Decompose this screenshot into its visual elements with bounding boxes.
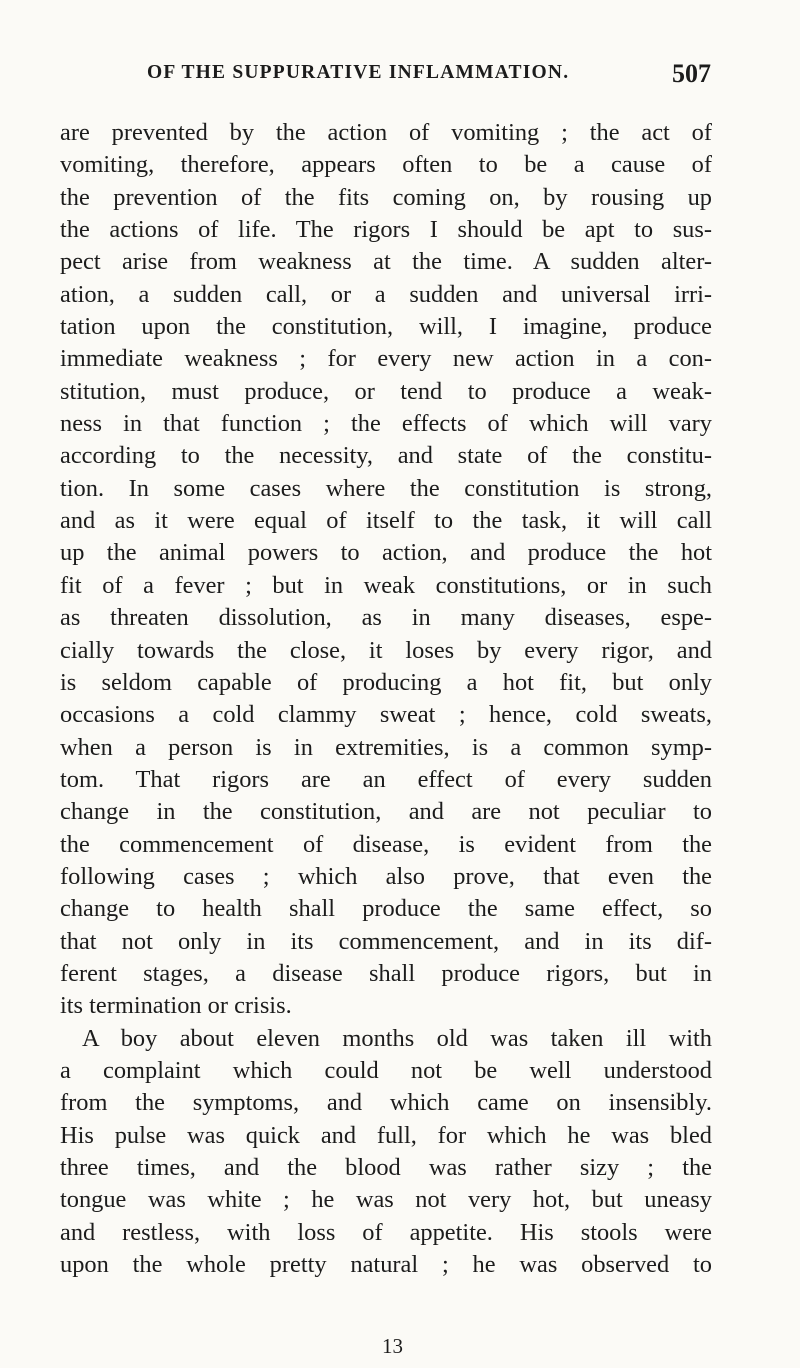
text-line: tom. That rigors are an effect of every sudden xyxy=(60,765,712,793)
text-line: the actions of life. The rigors I should be apt to sus- xyxy=(60,216,712,244)
text-line: and restless, with loss of appetite. His stools were xyxy=(60,1218,712,1246)
text-line: when a person is in extremities, is a common symp- xyxy=(60,733,712,761)
text-line: is seldom capable of producing a hot fit, but only xyxy=(60,668,712,696)
text-line: a complaint which could not be well understood xyxy=(60,1056,712,1084)
text-line: the prevention of the fits coming on, by rousing up xyxy=(60,183,712,211)
text-line: are prevented by the action of vomiting ; the act of xyxy=(60,119,712,146)
text-line: stitution, must produce, or tend to produce a weak- xyxy=(60,377,712,405)
text-line: fit of a fever ; but in weak constitutions, or in such xyxy=(60,571,712,599)
running-title: OF THE SUPPURATIVE INFLAMMATION. xyxy=(147,62,570,83)
text-line: the commencement of disease, is evident from the xyxy=(60,830,712,858)
paragraph-start-line: A boy about eleven months old was taken ill with xyxy=(82,1024,712,1052)
text-line: immediate weakness ; for every new action in a con- xyxy=(60,345,712,373)
text-line: upon the whole pretty natural ; he was observed to xyxy=(60,1251,712,1279)
text-line: three times, and the blood was rather sizy ; the xyxy=(60,1154,712,1181)
text-line: up the animal powers to action, and produce the hot xyxy=(60,539,712,567)
text-line: ation, a sudden call, or a sudden and universal irri- xyxy=(60,280,712,308)
page-number: 507 xyxy=(672,59,711,88)
text-line: as threaten dissolution, as in many diseases, espe- xyxy=(60,604,712,632)
text-line: change in the constitution, and are not peculiar to xyxy=(60,798,712,826)
text-line: tion. In some cases where the constitution is strong, xyxy=(60,474,712,502)
text-line: following cases ; which also prove, that even the xyxy=(60,862,712,890)
text-line: tation upon the constitution, will, I imagine, produce xyxy=(60,313,712,341)
text-line: occasions a cold clammy sweat ; hence, cold sweats, xyxy=(60,701,712,729)
signature-mark: 13 xyxy=(382,1334,403,1358)
running-head xyxy=(147,59,711,92)
text-line: change to health shall produce the same effect, so xyxy=(60,895,712,923)
text-line: ferent stages, a disease shall produce rigors, but in xyxy=(60,959,712,987)
body-text xyxy=(60,117,712,1281)
text-line: His pulse was quick and full, for which he was bled xyxy=(60,1121,712,1149)
text-line: vomiting, therefore, appears often to be a cause of xyxy=(60,151,712,179)
text-line: and as it were equal of itself to the task, it will call xyxy=(60,507,712,535)
text-line: according to the necessity, and state of the constitu- xyxy=(60,442,712,470)
text-line: from the symptoms, and which came on insensibly. xyxy=(60,1089,712,1117)
text-line: that not only in its commencement, and in its dif- xyxy=(60,927,712,955)
paragraph-end-line: its termination or crisis. xyxy=(60,992,292,1020)
text-line: cially towards the close, it loses by every rigor, and xyxy=(60,636,712,664)
text-line: ness in that function ; the effects of which will vary xyxy=(60,410,712,438)
text-line: pect arise from weakness at the time. A sudden alter- xyxy=(60,248,712,276)
text-line: tongue was white ; he was not very hot, but uneasy xyxy=(60,1186,712,1214)
